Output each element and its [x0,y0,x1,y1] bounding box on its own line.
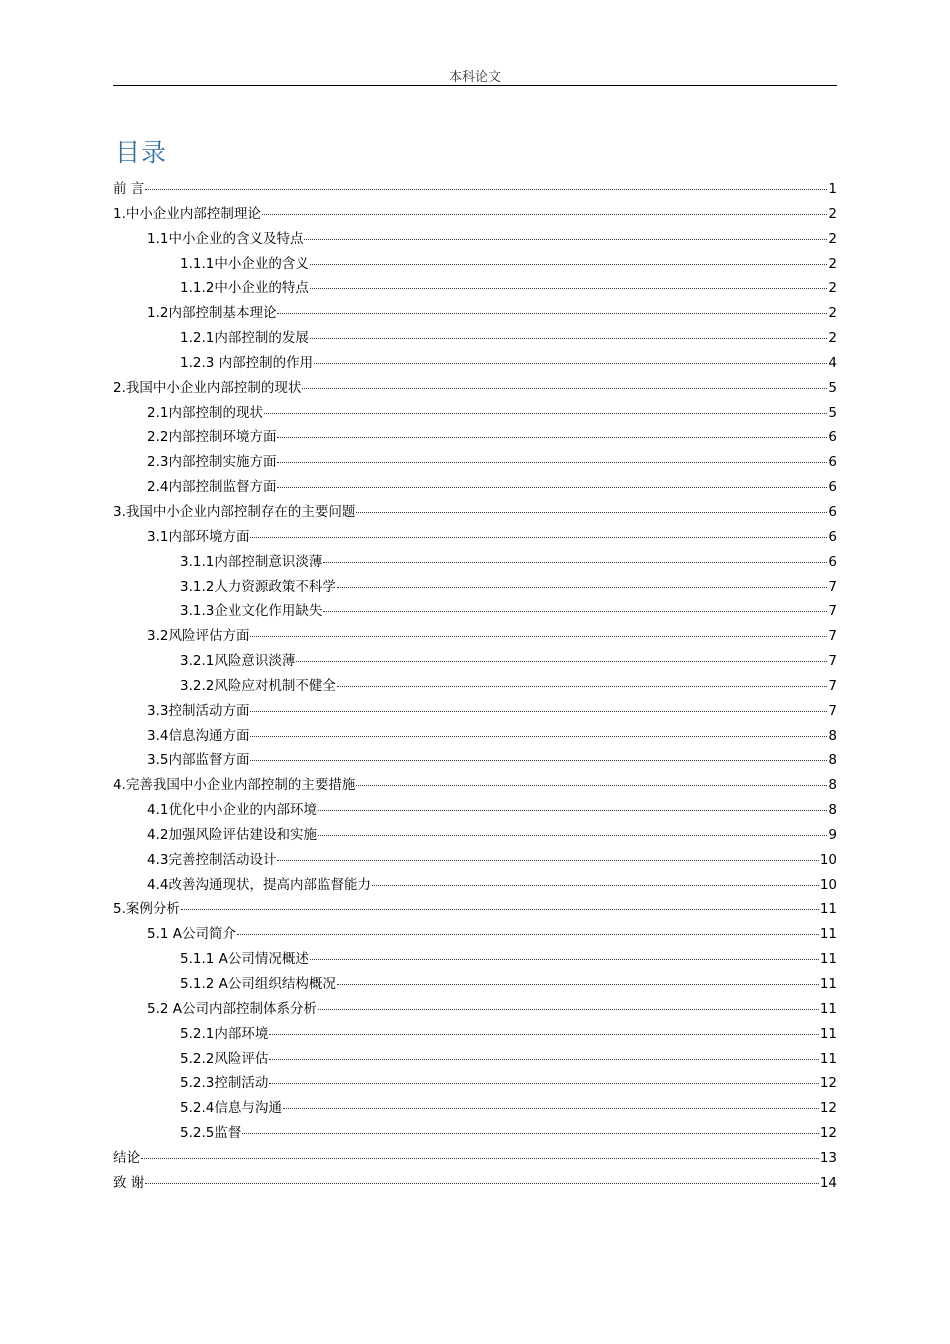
toc-entry-page-number: 6 [828,429,837,446]
toc-dot-leader [310,250,828,265]
toc-entry-page-number: 2 [828,305,837,322]
toc-entry[interactable] [113,748,837,773]
toc-entry-page-number: 13 [819,1149,837,1166]
toc-dot-leader [310,274,828,289]
toc-dot-leader [250,697,827,712]
toc-entry[interactable] [113,1121,837,1146]
toc-entry-page-number: 4 [828,354,837,371]
toc-dot-leader [277,473,827,488]
toc-entry-label: 3.1.1内部控制意识淡薄 [180,553,323,570]
toc-entry[interactable] [113,624,837,649]
toc-entry-page-number: 6 [828,503,837,520]
toc-dot-leader [277,423,827,438]
toc-dot-leader [302,374,827,389]
toc-entry-page-number: 6 [828,454,837,471]
toc-entry-page-number: 11 [819,926,837,943]
toc-entry[interactable] [113,500,837,525]
toc-dot-leader [269,1069,818,1084]
toc-entry-label: 2.1内部控制的现状 [147,404,263,421]
toc-entry[interactable] [113,177,837,202]
toc-dot-leader [269,1045,818,1060]
toc-entry[interactable] [113,1146,837,1171]
toc-entry[interactable] [113,699,837,724]
toc-entry[interactable] [113,922,837,947]
toc-entry-page-number: 8 [828,777,837,794]
toc-entry-page-number: 5 [828,404,837,421]
toc-entry-page-number: 6 [828,553,837,570]
toc-entry-label: 1.1.2中小企业的特点 [180,280,309,297]
toc-entry[interactable] [113,947,837,972]
toc-entry[interactable] [113,599,837,624]
toc-entry-page-number: 7 [828,677,837,694]
toc-entry-label: 3.5内部监督方面 [147,752,250,769]
toc-dot-leader [318,995,819,1010]
toc-entry-page-number: 11 [819,1000,837,1017]
toc-entry-page-number: 10 [819,876,837,893]
toc-entry-page-number: 11 [819,901,837,918]
toc-dot-leader [318,821,827,836]
toc-entry[interactable] [113,773,837,798]
toc-entry-page-number: 11 [819,1050,837,1067]
toc-entry[interactable] [113,848,837,873]
toc-entry[interactable] [113,550,837,575]
toc-entry-label: 4.1优化中小企业的内部环境 [147,802,317,819]
toc-entry-page-number: 2 [828,205,837,222]
toc-dot-leader [277,299,827,314]
toc-entry[interactable] [113,897,837,922]
toc-entry-label: 5.2.2风险评估 [180,1050,269,1067]
toc-entry-page-number: 1 [828,181,837,197]
toc-entry-label: 4.完善我国中小企业内部控制的主要措施 [113,777,356,794]
toc-entry-page-number: 9 [828,826,837,843]
toc-dot-leader [264,399,827,414]
toc-entry-label: 5.2.1内部环境 [180,1025,269,1042]
toc-entry[interactable] [113,1096,837,1121]
toc-dot-leader [181,895,819,910]
toc-entry-page-number: 2 [828,255,837,272]
toc-entry[interactable] [113,276,837,301]
toc-entry-page-number: 2 [828,230,837,247]
toc-entry-label: 2.我国中小企业内部控制的现状 [113,379,302,396]
toc-entry[interactable] [113,301,837,326]
toc-entry-page-number: 11 [819,976,837,992]
toc-entry[interactable] [113,252,837,277]
toc-dot-leader [314,349,827,364]
page-header: 本科论文 [448,70,501,85]
toc-entry-label: 3.2.1风险意识淡薄 [180,653,296,670]
toc-entry-label: 1.2内部控制基本理论 [147,305,277,322]
toc-entry[interactable] [113,351,837,376]
toc-dot-leader [242,1119,818,1134]
toc-dot-leader [337,573,828,588]
toc-dot-leader [250,722,827,737]
toc-dot-leader [372,871,819,886]
toc-entry-page-number: 11 [819,1025,837,1042]
toc-entry-page-number: 8 [828,752,837,769]
toc-dot-leader [141,1144,819,1159]
toc-entry-label: 1.1中小企业的含义及特点 [147,230,304,247]
toc-entry-label: 3.1内部环境方面 [147,528,250,545]
toc-dot-leader [318,796,827,811]
toc-dot-leader [250,746,827,761]
toc-dot-leader [277,846,818,861]
toc-entry-label: 3.1.3企业文化作用缺失 [180,603,323,620]
toc-entry-page-number: 6 [828,528,837,545]
toc-entry[interactable] [113,1071,837,1096]
toc-dot-leader [310,324,828,339]
toc-entry-page-number: 14 [819,1174,837,1191]
toc-dot-leader [323,548,827,563]
toc-entry[interactable] [113,798,837,823]
toc-entry-page-number: 8 [828,727,837,744]
toc-entry-page-number: 2 [828,330,837,347]
toc-title: 目录 [115,138,168,167]
toc-dot-leader [250,622,827,637]
toc-entry-page-number: 7 [828,578,837,595]
toc-entry-label: 5.2.5监督 [180,1125,242,1142]
toc-entry[interactable] [113,1171,837,1196]
toc-dot-leader [337,970,819,985]
toc-dot-leader [310,945,819,960]
toc-entry-label: 5.2.3控制活动 [180,1075,269,1092]
toc-dot-leader [262,200,828,215]
toc-dot-leader [145,175,827,190]
toc-dot-leader [337,672,828,687]
toc-entry-page-number: 11 [819,951,837,968]
toc-entry-label: 5.2.4信息与沟通 [180,1100,282,1117]
toc-entry-label: 4.3完善控制活动设计 [147,851,277,868]
toc-entry-label: 结论 [113,1149,140,1166]
toc-entry[interactable] [113,475,837,500]
toc-entry-page-number: 5 [828,379,837,396]
toc-entry-label: 2.4内部控制监督方面 [147,479,277,496]
toc-entry-page-number: 12 [819,1075,837,1092]
toc-entry[interactable] [113,227,837,252]
toc-entry[interactable] [113,649,837,674]
toc-dot-leader [356,498,827,513]
toc-entry-label: 3.2.2风险应对机制不健全 [180,677,336,694]
toc-entry-page-number: 12 [819,1100,837,1117]
toc-entry-page-number: 7 [828,603,837,620]
toc-entry[interactable] [113,525,837,550]
toc-entry[interactable] [113,202,837,227]
toc-entry-label: 3.3控制活动方面 [147,702,250,719]
toc-entry-page-number: 10 [819,851,837,868]
toc-dot-leader [250,523,827,538]
toc-entry[interactable] [113,1022,837,1047]
toc-entry-label: 4.4改善沟通现状，提高内部监督能力 [147,876,371,893]
toc-entry-label: 4.2加强风险评估建设和实施 [147,826,317,843]
table-of-contents [113,177,837,1196]
toc-entry[interactable] [113,326,837,351]
toc-entry[interactable] [113,997,837,1022]
toc-entry[interactable] [113,575,837,600]
toc-entry[interactable] [113,425,837,450]
toc-entry-label: 前 言 [113,181,145,197]
toc-entry[interactable] [113,376,837,401]
toc-entry-page-number: 2 [828,280,837,297]
toc-entry-label: 5.案例分析 [113,901,180,918]
toc-dot-leader [237,920,819,935]
toc-entry-label: 5.1 A公司简介 [147,926,236,943]
toc-dot-leader [283,1094,819,1109]
toc-entry-label: 3.1.2人力资源政策不科学 [180,578,336,595]
toc-entry[interactable] [113,724,837,749]
toc-entry-label: 1.中小企业内部控制理论 [113,205,261,222]
toc-entry[interactable] [113,823,837,848]
toc-entry-label: 3.2风险评估方面 [147,628,250,645]
toc-entry-label: 1.2.1内部控制的发展 [180,330,309,347]
toc-entry[interactable] [113,972,837,997]
header-rule [113,85,837,86]
toc-entry-page-number: 7 [828,702,837,719]
toc-entry-page-number: 7 [828,628,837,645]
toc-entry-label: 致 谢 [113,1174,145,1191]
toc-entry-page-number: 8 [828,802,837,819]
toc-dot-leader [356,771,827,786]
toc-dot-leader [145,1169,819,1184]
toc-entry-label: 5.1.1 A公司情况概述 [180,951,309,968]
toc-entry-label: 3.我国中小企业内部控制存在的主要问题 [113,503,356,520]
toc-entry-label: 1.1.1中小企业的含义 [180,255,309,272]
toc-dot-leader [323,597,827,612]
toc-dot-leader [269,1020,818,1035]
toc-entry-page-number: 6 [828,479,837,496]
toc-dot-leader [304,225,827,240]
toc-entry-label: 5.1.2 A公司组织结构概况 [180,976,336,992]
toc-entry[interactable] [113,873,837,898]
toc-entry[interactable] [113,1047,837,1072]
toc-entry-page-number: 12 [819,1125,837,1142]
toc-entry-label: 1.2.3 内部控制的作用 [180,354,314,371]
toc-entry-label: 2.2内部控制环境方面 [147,429,277,446]
toc-entry-label: 3.4信息沟通方面 [147,727,250,744]
toc-entry[interactable] [113,401,837,426]
toc-entry-label: 2.3内部控制实施方面 [147,454,277,471]
toc-entry[interactable] [113,674,837,699]
toc-entry[interactable] [113,450,837,475]
toc-dot-leader [277,448,827,463]
toc-entry-page-number: 7 [828,653,837,670]
toc-dot-leader [296,647,827,662]
toc-entry-label: 5.2 A公司内部控制体系分析 [147,1000,317,1017]
